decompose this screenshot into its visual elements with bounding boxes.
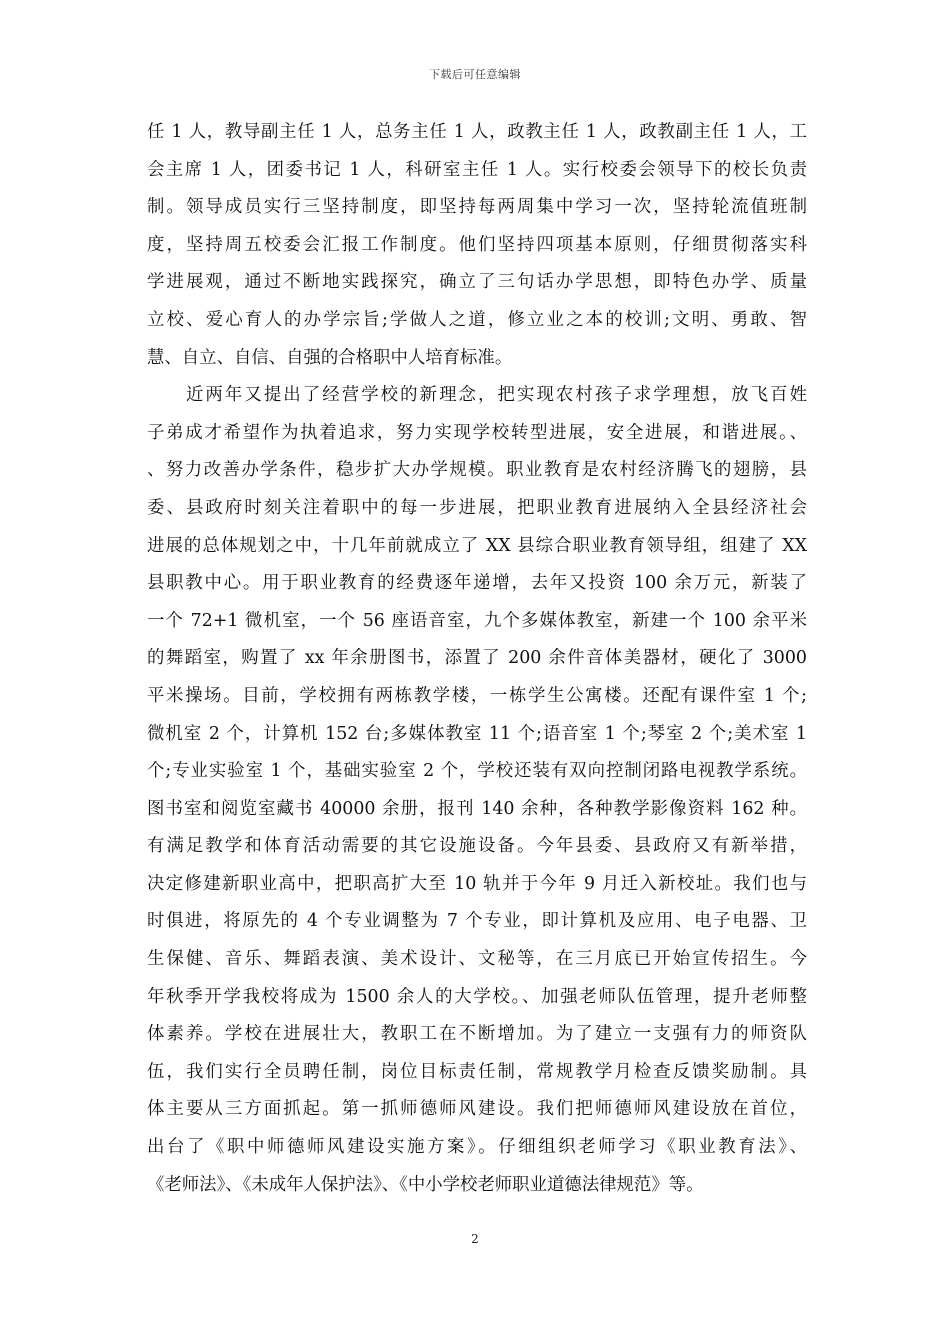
body-line: 个;专业实验室 1 个，基础实验室 2 个，学校还装有双向控制闭路电视教学系统。 bbox=[147, 761, 807, 782]
page-header: 下载后可任意编辑 bbox=[429, 68, 521, 81]
body-line: 微机室 2 个，计算机 152 台;多媒体教室 11 个;语音室 1 个;琴室 2 个;美术室 1 bbox=[147, 723, 807, 744]
body-line: 、努力改善办学条件，稳步扩大办学规模。职业教育是农村经济腾飞的翅膀，县 bbox=[147, 460, 807, 481]
body-line: 委、县政府时刻关注着职中的每一步进展，把职业教育进展纳入全县经济社会 bbox=[147, 497, 807, 518]
body-line: 慧、自立、自信、自强的合格职中人培育标准。 bbox=[147, 347, 513, 368]
body-line: 会主席 1 人，团委书记 1 人，科研室主任 1 人。实行校委会领导下的校长负责 bbox=[147, 159, 807, 180]
document-body bbox=[147, 114, 807, 1204]
body-line: 年秋季开学我校将成为 1500 余人的大学校。、加强老师队伍管理，提升老师整 bbox=[147, 986, 807, 1007]
body-line: 时俱进，将原先的 4 个专业调整为 7 个专业，即计算机及应用、电子电器、卫 bbox=[147, 911, 807, 932]
body-line: 伍，我们实行全员聘任制，岗位目标责任制，常规教学月检查反馈奖励制。具 bbox=[147, 1061, 807, 1082]
body-line: 体素养。学校在进展壮大，教职工在不断增加。为了建立一支强有力的师资队 bbox=[147, 1024, 807, 1045]
body-line: 生保健、音乐、舞蹈表演、美术设计、文秘等，在三月底已开始宣传招生。今 bbox=[147, 949, 807, 970]
body-line: 出台了《职中师德师风建设实施方案》。仔细组织老师学习《职业教育法》、 bbox=[147, 1137, 807, 1158]
body-line: 近两年又提出了经营学校的新理念，把实现农村孩子求学理想，放飞百姓 bbox=[147, 385, 807, 406]
body-line: 一个 72+1 微机室，一个 56 座语音室，九个多媒体教室，新建一个 100 余平米 bbox=[147, 610, 807, 631]
body-line: 学进展观，通过不断地实践探究，确立了三句话办学思想，即特色办学、质量 bbox=[147, 272, 807, 293]
body-line: 子弟成才希望作为执着追求，努力实现学校转型进展，安全进展，和谐进展。、 bbox=[147, 422, 807, 443]
body-line: 制。领导成员实行三坚持制度，即坚持每两周集中学习一次，坚持轮流值班制 bbox=[147, 197, 807, 218]
body-line: 图书室和阅览室藏书 40000 余册，报刊 140 余种，各种教学影像资料 162 种。 bbox=[147, 798, 807, 819]
body-line: 的舞蹈室，购置了 xx 年余册图书，添置了 200 余件音体美器材，硬化了 3000 bbox=[147, 648, 807, 669]
body-line: 体主要从三方面抓起。第一抓师德师风建设。我们把师德师风建设放在首位， bbox=[147, 1099, 807, 1120]
body-line: 进展的总体规划之中，十几年前就成立了 XX 县综合职业教育领导组，组建了 XX bbox=[147, 535, 807, 556]
body-line: 《老师法》、《未成年人保护法》、《中小学校老师职业道德法律规范》等。 bbox=[147, 1174, 704, 1195]
body-line: 立校、爱心育人的办学宗旨;学做人之道，修立业之本的校训;文明、勇敢、智 bbox=[147, 309, 807, 330]
body-line: 有满足教学和体育活动需要的其它设施设备。今年县委、县政府又有新举措， bbox=[147, 836, 807, 857]
body-line: 任 1 人，教导副主任 1 人，总务主任 1 人，政教主任 1 人，政教副主任 1 人，工 bbox=[147, 122, 807, 142]
body-line: 度，坚持周五校委会汇报工作制度。他们坚持四项基本原则，仔细贯彻落实科 bbox=[147, 234, 807, 255]
body-line: 平米操场。目前，学校拥有两栋教学楼，一栋学生公寓楼。还配有课件室 1 个; bbox=[147, 685, 807, 706]
body-line: 县职教中心。用于职业教育的经费逐年递增，去年又投资 100 余万元，新装了 bbox=[147, 573, 807, 594]
body-line: 决定修建新职业高中，把职高扩大至 10 轨并于今年 9 月迁入新校址。我们也与 bbox=[147, 873, 807, 894]
page-number: 2 bbox=[471, 1232, 479, 1246]
